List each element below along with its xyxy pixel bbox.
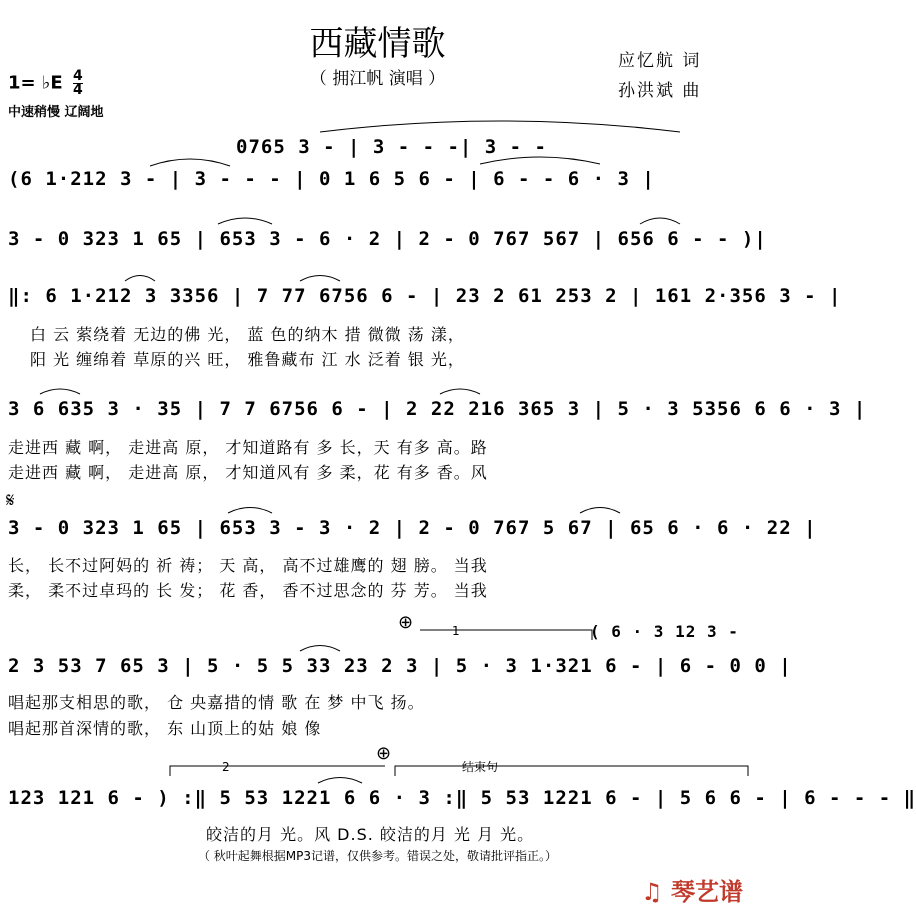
volta-2-number: 2 (222, 760, 230, 774)
segno-sign: 𝄋 (6, 488, 15, 512)
transcription-footnote: （ 秋叶起舞根据MP3记谱，仅供参考。错误之处，敬请批评指正。） (197, 849, 558, 863)
notation-row-4: 3 6 635 3 · 35 | 7 7 6756 6 - | 2 22 216 365 3 | 5 · 3 5356 6 6 · 3 | (8, 398, 867, 420)
intro-tail-notes: ( 6 · 3 12 3 - (590, 622, 739, 641)
coda-sign-1: ⊕ (398, 612, 414, 633)
volta-1-bracket (420, 630, 592, 640)
notation-row-1: (6 1·212 3 - | 3 - - - | 0 1 6 5 6 - | 6 - - 6 · 3 | (8, 168, 655, 190)
tie-arc (440, 389, 480, 394)
lyric-verse2-line4: 唱起那首深情的歌， 东 山顶上的姑 娘 像 (8, 719, 322, 738)
lyric-verse1-line2: 走进西 藏 啊， 走进高 原， 才知道路有 多 长，天 有多 高。路 (8, 438, 488, 457)
logo-icon: ♫ (641, 878, 663, 906)
composer-credit: 孙洪斌 曲 (618, 81, 702, 101)
lyric-verse1-line1: 白 云 萦绕着 无边的佛 光， 蓝 色的纳木 措 微微 荡 漾， (30, 325, 465, 344)
tie-arc (300, 646, 340, 652)
key-text: 1= ♭E (8, 72, 63, 94)
tie-arc (580, 508, 620, 514)
time-signature-top: 4 (72, 68, 83, 84)
tie-arc (640, 218, 680, 224)
tie-arc (228, 508, 272, 514)
volta-2-bracket (170, 766, 385, 776)
tie-arc (300, 276, 340, 282)
notation-row-upper: 0765 3 - | 3 - - -| 3 - - (236, 136, 547, 158)
performer-line: （ 拥江帆 演唱 ） (309, 69, 446, 89)
tempo-marking: 中速稍慢 辽阔地 (8, 105, 104, 120)
lyric-ending: 皎洁的月 光。风 D.S. 皎洁的月 光 月 光。 (206, 825, 535, 844)
lyric-verse1-line3: 长， 长不过阿妈的 祈 祷； 天 高， 高不过雄鹰的 翅 膀。 当我 (8, 556, 488, 575)
tie-arc (318, 778, 362, 784)
tie-arc (125, 276, 155, 282)
logo-text: 琴艺谱 (671, 878, 743, 906)
notation-row-3: ‖: 6 1·212 3 3356 | 7 77 6756 6 - | 23 2 61 253 2 | 161 2·356 3 - | (8, 285, 842, 307)
tie-arc (218, 218, 272, 224)
lyric-verse2-line2: 走进西 藏 啊， 走进高 原， 才知道风有 多 柔，花 有多 香。风 (8, 463, 488, 482)
time-signature-bottom: 4 (72, 82, 83, 98)
coda-sign-2: ⊕ (376, 743, 392, 764)
notation-row-7: 123 121 6 - ) :‖ 5 53 1221 6 6 · 3 :‖ 5 53 1221 6 - | 5 6 6 - | 6 - - - ‖ (8, 787, 916, 809)
lyric-verse2-line1: 阳 光 缠绵着 草原的兴 旺， 雅鲁藏布 江 水 泛着 银 光， (30, 350, 465, 369)
song-title: 西藏情歌 (309, 24, 446, 64)
lyric-verse1-line4: 唱起那支相思的歌， 仓 央嘉措的情 歌 在 梦 中飞 扬。 (8, 693, 425, 712)
tie-arc (150, 159, 230, 166)
tie-arc (40, 389, 80, 394)
lyricist-credit: 应忆航 词 (618, 51, 702, 71)
ending-bracket (395, 766, 748, 776)
ending-phrase-label: 结束句 (462, 760, 499, 774)
notation-row-2: 3 - 0 323 1 65 | 653 3 - 6 · 2 | 2 - 0 767 567 | 656 6 - - )| (8, 228, 767, 250)
notation-row-6: 2 3 53 7 65 3 | 5 · 5 5 33 23 2 3 | 5 · 3 1·321 6 - | 6 - 0 0 | (8, 655, 792, 677)
notation-row-5: 3 - 0 323 1 65 | 653 3 - 3 · 2 | 2 - 0 767 5 67 | 65 6 · 6 · 22 | (8, 517, 817, 539)
tie-arc (320, 121, 680, 132)
volta-1-number: 1 (452, 624, 460, 638)
lyric-verse2-line3: 柔， 柔不过卓玛的 长 发； 花 香， 香不过思念的 芬 芳。 当我 (8, 581, 488, 600)
tie-arc (480, 157, 600, 164)
